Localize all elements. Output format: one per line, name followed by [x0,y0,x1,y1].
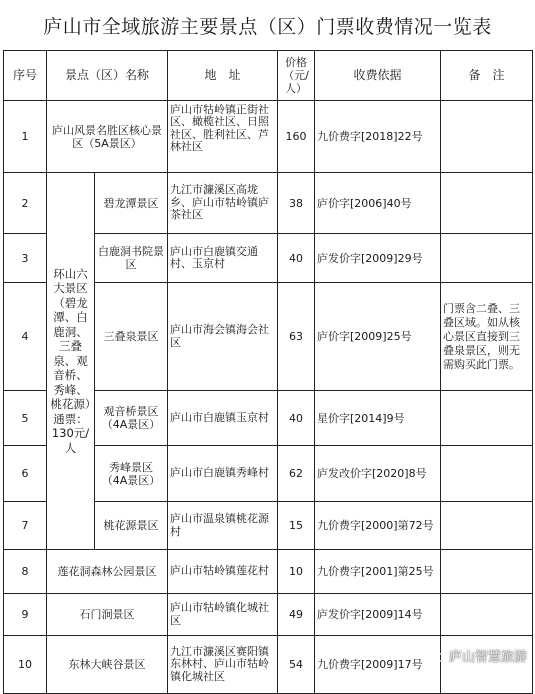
cell-basis: 庐发改价字[2020]8号 [315,446,441,502]
cell-name: 庐山风景名胜区核心景区（5A景区） [47,101,168,173]
cell-address: 庐山市海会镇海会社区 [168,283,278,391]
cell-price: 15 [278,502,315,550]
page-title: 庐山市全域旅游主要景点（区）门票收费情况一览表 [43,15,492,38]
cell-seq: 2 [4,173,47,234]
cell-seq: 3 [4,234,47,283]
cell-address [168,101,278,173]
cell-address: 庐山市牯岭镇化城社区 [168,594,278,636]
table-row [4,101,533,173]
cell-name: 桃花源景区 [95,502,168,550]
cell-seq: 6 [4,446,47,502]
cell-price: 54 [278,636,315,694]
watermark [427,646,527,665]
table-row [4,594,533,636]
cell-basis: 九价费字[2001]第25号 [315,550,441,594]
cell-price: 63 [278,283,315,391]
header-note: 备 注 [441,51,533,101]
cell-basis: 庐价字[2009]25号 [315,283,441,391]
cell-seq: 5 [4,391,47,446]
cell-note [441,502,533,550]
cell-note [441,550,533,594]
cell-address: 九江市濂溪区赛阳镇东林村、庐山市牯岭镇化城社区 [168,636,278,694]
table-row [4,173,533,234]
cell-address: 庐山市白鹿镇交通村、玉京村 [168,234,278,283]
header-address: 地 址 [168,51,278,101]
ticket-price-table [3,50,533,694]
cell-price: 49 [278,594,315,636]
cell-note: 门票含二叠、三叠区域。如从核心景区直接到三叠泉景区，则无需购买此门票。 [441,283,533,391]
cell-name: 秀峰景区（4A景区） [95,446,168,502]
cell-note [441,446,533,502]
header-basis: 收费依据 [315,51,441,101]
cell-note [441,101,533,173]
cell-address: 九江市濂溪区高垅乡、庐山市牯岭镇庐茶社区 [168,173,278,234]
cell-price: 160 [278,101,315,173]
header-name: 景点（区）名称 [47,51,168,101]
cell-basis: 庐发价字[2009]29号 [315,234,441,283]
cell-note [441,391,533,446]
cell-seq: 1 [4,101,47,173]
watermark-label: 庐山智慧旅游 [448,650,527,665]
cell-price: 38 [278,173,315,234]
cell-name: 石门涧景区 [47,594,168,636]
cell-basis: 九价费字[2018]22号 [315,101,441,173]
cell-name: 三叠泉景区 [95,283,168,391]
cell-basis: 庐发价字[2009]14号 [315,594,441,636]
cell-seq: 7 [4,502,47,550]
cell-seq: 9 [4,594,47,636]
cell-basis: 九价费字[2000]第72号 [315,502,441,550]
cell-name: 碧龙潭景区 [95,173,168,234]
cell-price: 40 [278,234,315,283]
cell-note [441,594,533,636]
cell-seq: 8 [4,550,47,594]
cell-address: 庐山市温泉镇桃花源村 [168,502,278,550]
header-price: 价格（元/人） [278,51,315,101]
cell-price: 40 [278,391,315,446]
cell-price: 62 [278,446,315,502]
cell-address: 庐山市白鹿镇玉京村 [168,391,278,446]
cell-note [441,173,533,234]
header-row [4,51,533,101]
cell-address: 庐山市牯岭镇莲花村 [168,550,278,594]
header-seq: 序号 [4,51,47,101]
cell-address: 庐山市白鹿镇秀峰村 [168,446,278,502]
cell-address-text: 庐山市牯岭镇正街社区、橄榄社区、日照社区、胜利社区、芦林社区 [170,103,270,153]
cell-name: 东林大峡谷景区 [47,636,168,694]
cell-basis: 庐价字[2006]40号 [315,173,441,234]
cell-name: 白鹿洞书院景区 [95,234,168,283]
wechat-icon [427,649,445,663]
cell-basis: 九价费字[2009]17号 [315,636,441,694]
cell-seq: 4 [4,283,47,391]
cell-seq: 10 [4,636,47,694]
cell-name: 莲花洞森林公园景区 [47,550,168,594]
cell-price: 10 [278,550,315,594]
cell-note [441,234,533,283]
table-row [4,550,533,594]
cell-basis: 星价字[2014]9号 [315,391,441,446]
combo-ticket-group-label: 环山六大景区（碧龙潭、白鹿洞、三叠泉、观音桥、秀峰、桃花源）通票：130元/人 [47,173,95,550]
cell-name: 观音桥景区（4A景区） [95,391,168,446]
